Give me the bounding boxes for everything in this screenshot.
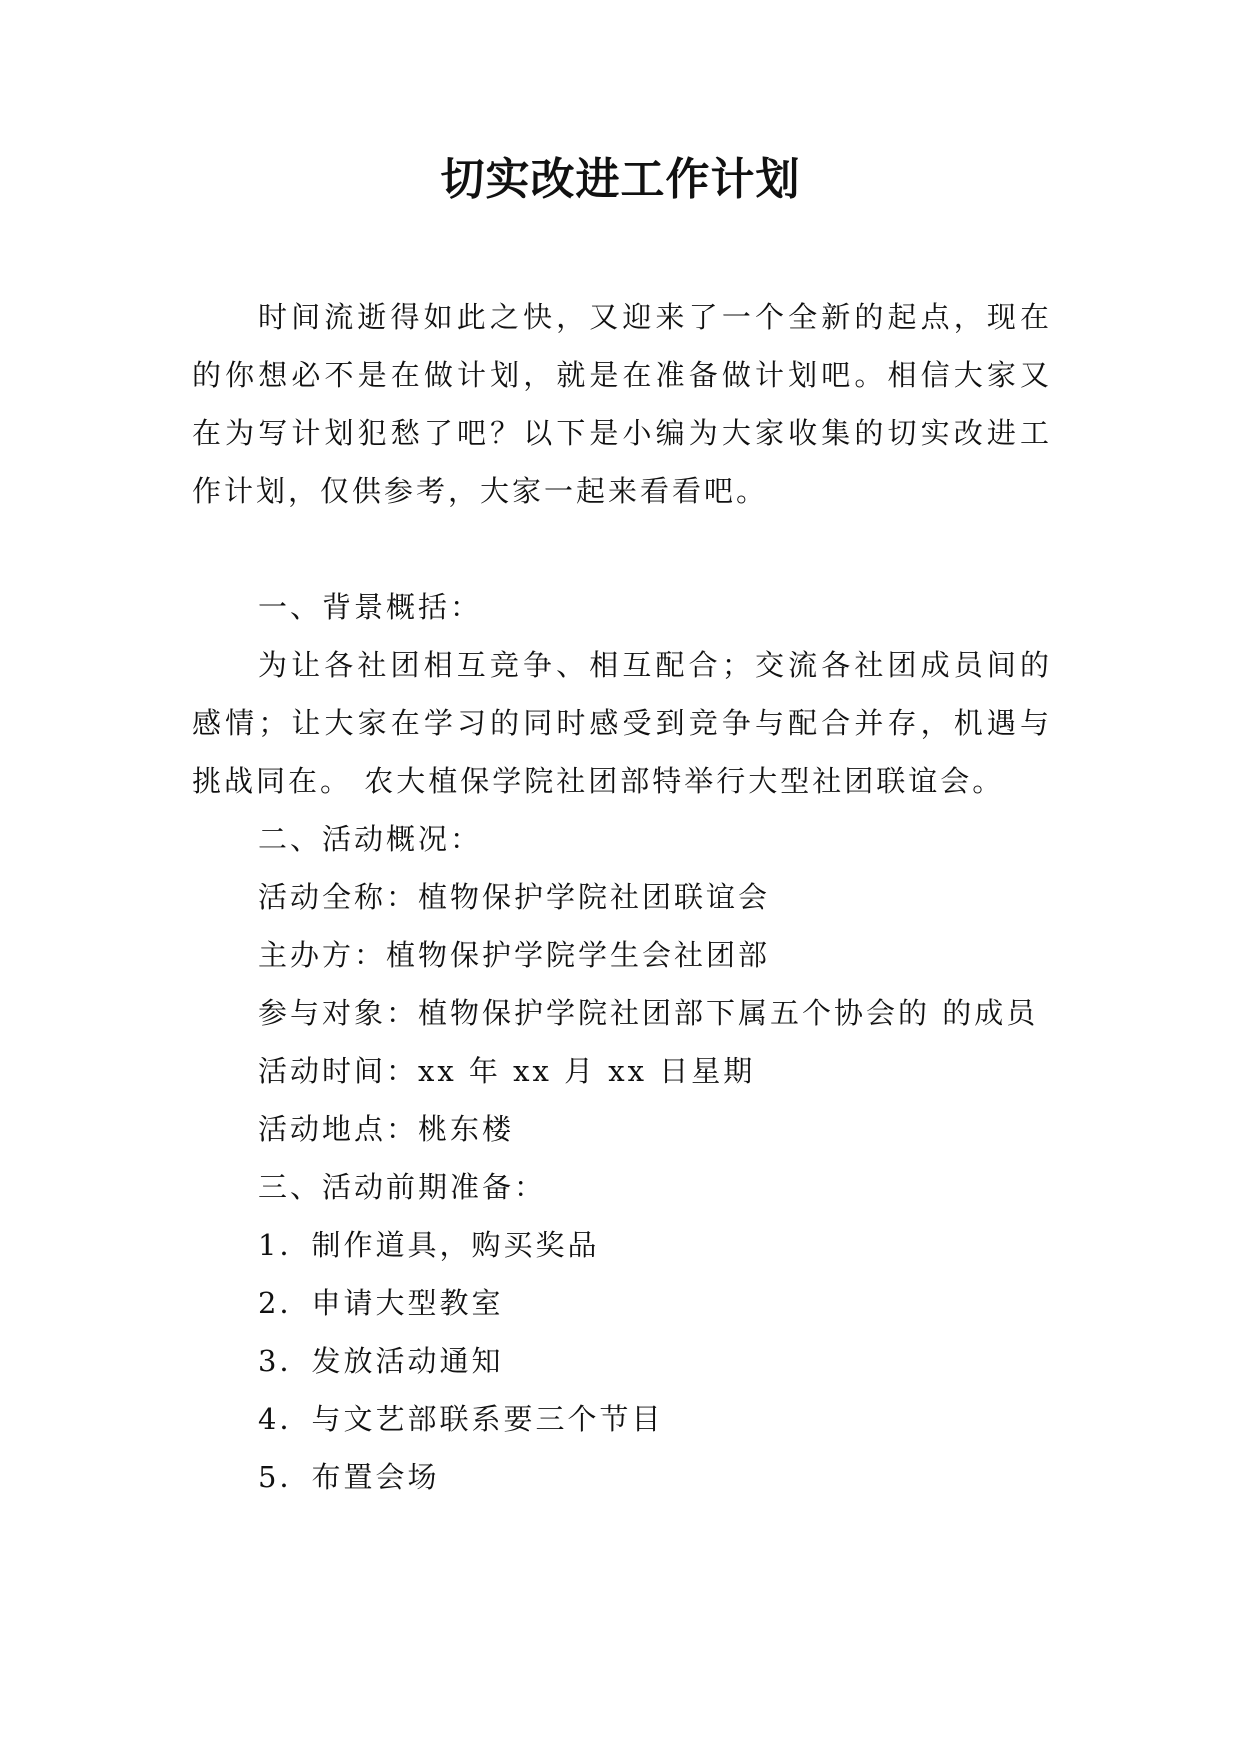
heading-overview: 二、活动概况： (258, 822, 483, 856)
document-title: 切实改进工作计划 (440, 154, 801, 205)
paragraph-participants: 参与对象：植物保护学院社团部下属五个协会的 的成员 (258, 996, 1039, 1030)
paragraph-location: 活动地点：桃东楼 (258, 1112, 515, 1146)
content-block (192, 578, 1052, 1506)
paragraph-organizer: 主办方：植物保护学院学生会社团部 (258, 938, 771, 972)
paragraph-background: 为让各社团相互竞争、相互配合；交流各社团成员间的感情；让大家在学习的同时感受到竞争与配合并存，机遇与挑战同在。 农大植保学院社团部特举行大型社团联谊会。 (192, 648, 1052, 798)
paragraph-full-name: 活动全称：植物保护学院社团联谊会 (258, 880, 771, 914)
list-item: 1．制作道具，购买奖品 (258, 1228, 600, 1262)
list-item: 3．发放活动通知 (258, 1344, 504, 1378)
list-item: 5．布置会场 (258, 1460, 440, 1494)
paragraph-time: 活动时间：xx 年 xx 月 xx 日星期 (258, 1054, 756, 1088)
intro-block (192, 288, 1052, 520)
heading-background: 一、背景概括： (258, 590, 483, 624)
intro-paragraph: 时间流逝得如此之快，又迎来了一个全新的起点，现在的你想必不是在做计划，就是在准备做计划吧。相信大家又在为写计划犯愁了吧？以下是小编为大家收集的切实改进工作计划，仅供参考，大家一起来看看吧。 (192, 300, 1052, 508)
list-item: 4．与文艺部联系要三个节目 (258, 1402, 664, 1436)
heading-preparation: 三、活动前期准备： (258, 1170, 547, 1204)
list-item: 2．申请大型教室 (258, 1286, 504, 1320)
